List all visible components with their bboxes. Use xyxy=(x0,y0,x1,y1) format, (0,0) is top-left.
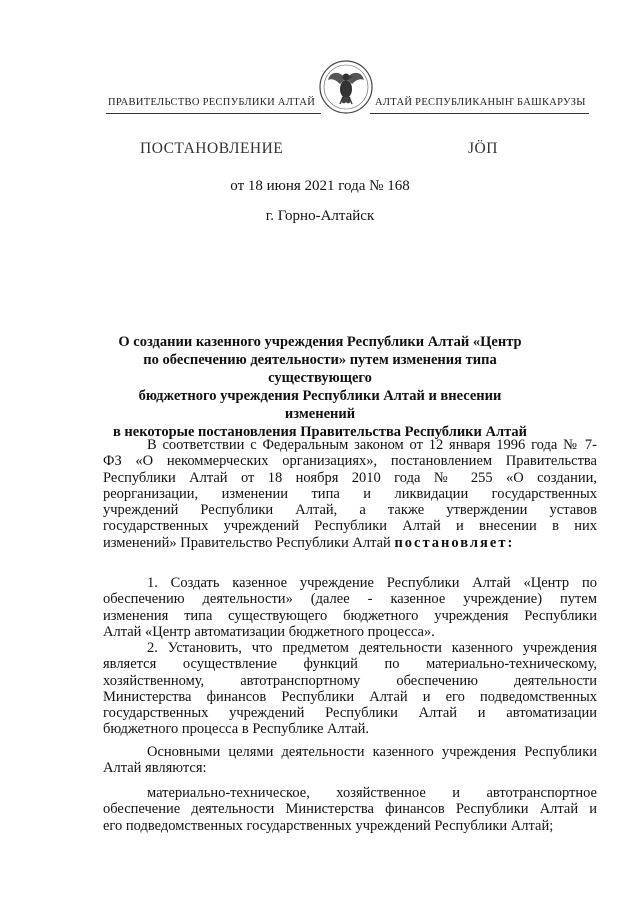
goals-intro-paragraph xyxy=(103,744,597,777)
text-line: В соответствии с Федеральным законом от 12 января 1996 года № 7- xyxy=(147,437,597,453)
text-line: Министерства финансов Республики Алтай и его подведомственных xyxy=(103,688,597,705)
document-type-altai: ЈӦП xyxy=(468,140,498,157)
text-line: изменения типа существующего бюджетного учреждения Республики xyxy=(103,607,597,624)
text-line: Республики Алтай от 18 ноября 2010 года № 255 «О создании, xyxy=(103,469,597,486)
coat-of-arms-griffin-icon xyxy=(318,58,374,116)
text-fragment: изменений» Правительство Республики Алтай xyxy=(103,534,391,551)
text-line: бюджетного процесса в Республике Алтай. xyxy=(103,721,370,738)
document-date-number: от 18 июня 2021 года № 168 xyxy=(230,178,410,194)
text-line-with-keyword xyxy=(103,535,597,551)
document-type-ru: ПОСТАНОВЛЕНИЕ xyxy=(140,140,284,157)
text-line: хозяйственному, автотранспортному обеспечению деятельности xyxy=(103,672,597,689)
header-rule-left xyxy=(106,113,321,114)
title-line: бюджетного учреждения Республики Алтай и внесении изменений xyxy=(138,388,502,422)
text-line: его подведомственных государственных учреждений Республики Алтай; xyxy=(103,817,554,834)
text-line: ФЗ «О некоммерческих организациях», постановлением Правительства xyxy=(103,453,597,470)
goal-item-paragraph xyxy=(103,785,597,834)
text-line: государственных учреждений Республики Алтай и внесении в них xyxy=(103,518,597,535)
text-line: 2. Установить, что предметом деятельности казенного учреждения xyxy=(147,640,597,656)
document-title xyxy=(110,333,530,441)
text-line: материально-техническое, хозяйственное и автотранспортное xyxy=(147,785,597,801)
text-line: обеспечению деятельности» (далее - казенное учреждение) путем xyxy=(103,591,597,608)
preamble-paragraph xyxy=(103,437,597,551)
text-line: реорганизации, изменении типа и ликвидации государственных xyxy=(103,485,597,502)
clause-2-paragraph xyxy=(103,640,597,738)
text-line: Алтай являются: xyxy=(103,760,207,777)
resolution-keyword: постановляет: xyxy=(394,534,515,551)
text-line: является осуществление функций по материально-техническому, xyxy=(103,656,597,673)
document-city: г. Горно-Алтайск xyxy=(265,208,375,224)
title-line: О создании казенного учреждения Республики Алтай «Центр xyxy=(118,334,522,350)
text-line: 1. Создать казенное учреждение Республики Алтай «Центр по xyxy=(147,575,597,591)
text-line: Основными целями деятельности казенного учреждения Республики xyxy=(147,744,597,760)
text-line: государственных учреждений Республики Алтай и автоматизации xyxy=(103,705,597,722)
text-line: обеспечение деятельности Министерства финансов Республики Алтай и xyxy=(103,801,597,818)
header-rule-right xyxy=(370,113,589,114)
title-line: по обеспечению деятельности» путем изменения типа существующего xyxy=(143,352,497,386)
government-name-altai: АЛТАЙ РЕСПУБЛИКАНЫҤ БАШКАРУЗЫ xyxy=(375,97,586,108)
clause-1-paragraph xyxy=(103,575,597,640)
government-name-ru: ПРАВИТЕЛЬСТВО РЕСПУБЛИКИ АЛТАЙ xyxy=(108,97,316,108)
text-line: учреждений Республики Алтай, а также утверждении уставов xyxy=(103,502,597,519)
text-line: Алтай «Центр автоматизации бюджетного процесса». xyxy=(103,623,435,640)
title-line: в некоторые постановления Правительства Республики Алтай xyxy=(112,424,528,440)
